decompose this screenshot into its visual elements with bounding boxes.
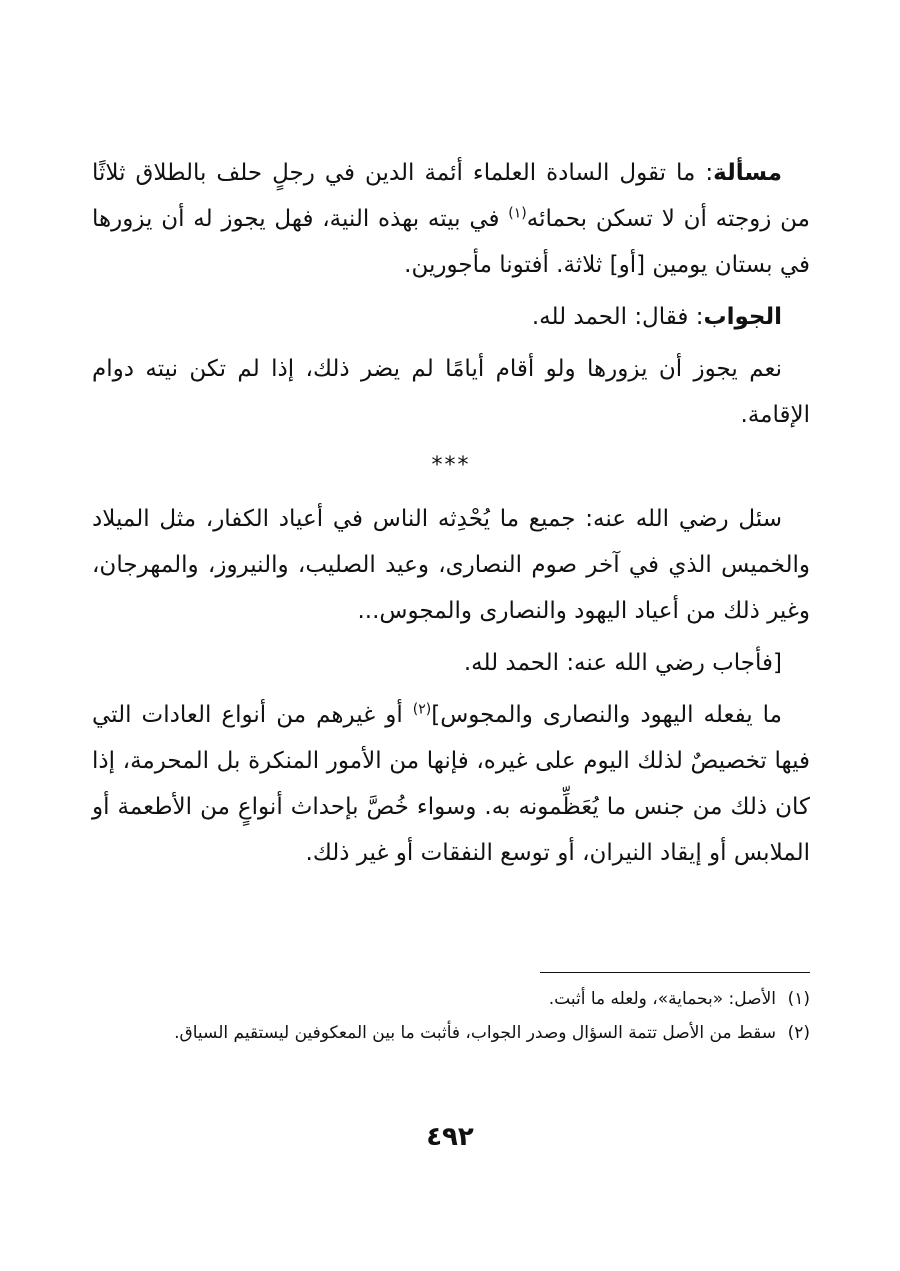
footnote-2 — [92, 1017, 810, 1049]
section-separator: *** — [431, 453, 471, 478]
footnote-1 — [92, 983, 810, 1015]
footnotes — [92, 972, 810, 1051]
footnote-divider — [540, 972, 810, 973]
answer-2-paragraph — [92, 692, 810, 876]
footnote-text: الأصل: «بحماية»، ولعله ما أثبت. — [548, 989, 776, 1009]
footnote-number: (١) — [787, 989, 810, 1009]
answer-paragraph: نعم يجوز أن يزورها ولو أقام أيامًا لم يضر ذلك، إذا لم تكن نيته دوام الإقامة. — [92, 356, 810, 428]
answer-2-text-continued: أو غيرهم من أنواع العادات التي فيها تخصيصٌ لذلك اليوم على غيره، فإنها من الأمور المنكرة بل المحرمة، إذا كان ذلك من جنس ما يُعَظِّمونه به. وسواء خُصَّ بإحداث أنواعٍ من الأطعمة أو الملابس أو إيقاد النيران، أو توسع النفقات أو غير ذلك. — [92, 702, 810, 866]
answer-heading — [92, 294, 810, 340]
footnote-ref-1: (١) — [508, 205, 527, 222]
page-number: ٤٩٢ — [426, 1122, 474, 1152]
footnote-number: (٢) — [787, 1023, 810, 1043]
answer-2-text: ما يفعله اليهود والنصارى والمجوس] — [431, 702, 782, 728]
footnote-ref-2: (٢) — [412, 701, 432, 718]
question-2-paragraph: سئل رضي الله عنه: جميع ما يُحْدِثه الناس في أعياد الكفار، مثل الميلاد والخميس الذي في آخر صوم النصارى، وعيد الصليب، والنيروز، والمهرجان، وغير ذلك من أعياد اليهود والنصارى والمجوس... — [92, 506, 810, 624]
main-text — [92, 150, 810, 882]
answer-heading-text: : فقال: الحمد لله. — [531, 304, 704, 330]
question-text-continued: في بيته بهذه النية، فهل يجوز له أن يزورها في بستان يومين [أو] ثلاثة. أفتونا مأجورين. — [92, 206, 810, 278]
footnote-text: سقط من الأصل تتمة السؤال وصدر الجواب، فأثبت ما بين المعكوفين ليستقيم السياق. — [174, 1023, 776, 1043]
answer-2-intro: [فأجاب رضي الله عنه: الحمد لله. — [463, 650, 782, 676]
answer-label: الجواب — [703, 304, 782, 330]
question-paragraph — [92, 150, 810, 288]
question-text: : ما تقول السادة العلماء أئمة الدين في رجلٍ حلف بالطلاق ثلاثًا من زوجته أن لا تسكن بحمائه — [92, 160, 810, 232]
question-label: مسألة — [713, 160, 782, 186]
